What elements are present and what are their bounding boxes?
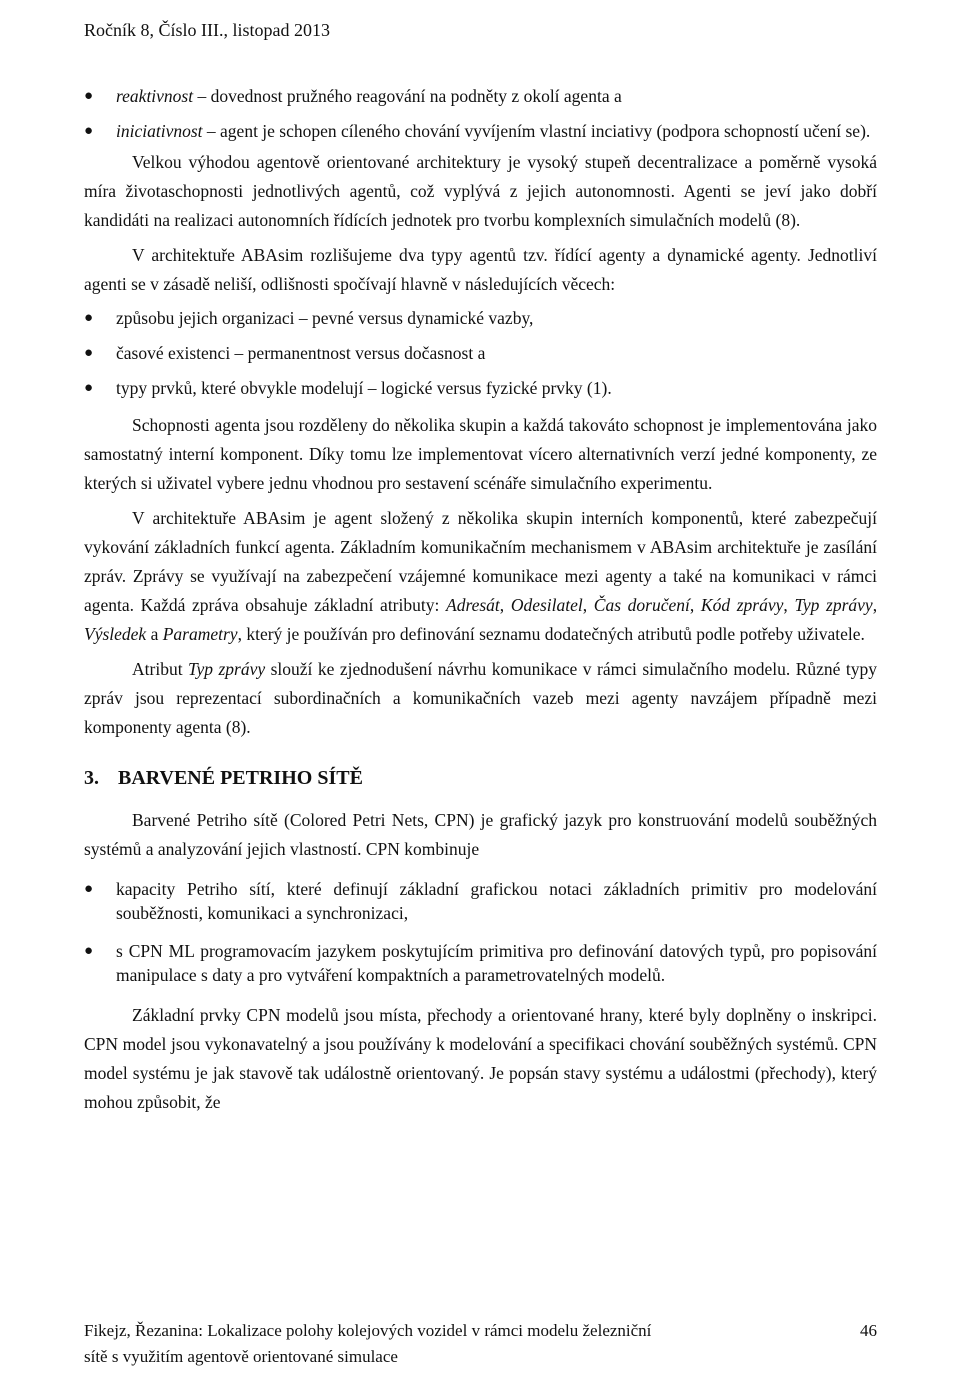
attribute-name: Výsledek [84,623,147,644]
term: iniciativnost [116,121,203,141]
bullet-list-agent-properties [84,84,877,143]
separator: , [582,594,594,615]
list-item [84,939,877,987]
bullet-icon: ● [84,379,94,396]
list-item-text: typy prvků, které obvykle modelují – logické versus fyzické prvky (1). [116,377,612,398]
attribute-name: Typ zprávy [794,594,873,615]
paragraph-text: , který je používán pro definování seznamu dodatečných atributů podle potřeby uživatele. [237,623,865,644]
section-title: BARVENÉ PETRIHO SÍTĚ [118,766,363,789]
paragraph-text: slouží ke zjednodušení návrhu komunikace v rámci simulačního modelu. Různé typy zpráv jsou reprezentací subordinačních a komunikačních vazeb mezi agenty navzájem případně mezi komponenty agenta (8). [84,659,878,737]
section-number: 3. [84,766,99,789]
section-heading [84,764,877,792]
attribute-name: Parametry [162,623,238,644]
attribute-name: Kód zprávy [700,594,784,615]
list-item-text: – agent je schopen cíleného chování vyvíjením vlastní inciativy (podpora schopností učení se). [202,121,871,141]
paragraph: V architektuře ABAsim rozlišujeme dva typy agentů tzv. řídící agenty a dynamické agenty. Jednotliví agenti se v zásadě neliší, odlišnosti spočívají hlavně v následujících věcech: [84,245,877,295]
separator: a [146,623,163,644]
paragraph: Velkou výhodou agentově orientované architektury je vysoký stupeň decentralizace a poměrně vysoká míra životaschopnosti jednotlivých agentů, což vyplývá z jejich autonomnosti. Agenti se jeví jako dobří kandidáti na realizaci autonomních řídících jednotek pro tvorbu komplexních simulačních modelů (8). [84,152,877,230]
attribute-name: Adresát [446,594,500,615]
list-item [84,376,877,400]
paragraph [84,504,877,648]
bullet-icon: ● [84,123,94,139]
attribute-name: Typ zprávy [188,659,266,680]
running-header: Ročník 8, Číslo III., listopad 2013 [84,20,330,40]
list-item [84,119,877,143]
bullet-icon: ● [84,309,94,326]
paragraph: Základní prvky CPN modelů jsou místa, přechody a orientované hrany, které byly doplněny o inskripci. CPN model jsou vykonavatelný a jsou používány k modelování a specifikaci chování souběžných systémů. CPN model systému je jak stavově tak událostně orientovaný. Je popsán stavy systému a událostmi (přechody), který mohou způsobit, že [84,1005,877,1112]
page-footer [84,1318,877,1370]
paragraph: Barvené Petriho sítě (Colored Petri Nets, CPN) je grafický jazyk pro konstruování modelů souběžných systémů a analyzování jejich vlastností. CPN kombinuje [84,809,877,859]
footer-line: sítě s využitím agentově orientované simulace [84,1347,398,1366]
bullet-list-cpn [84,877,877,987]
bullet-icon: ● [84,881,94,898]
paragraph: Schopnosti agenta jsou rozděleny do několika skupin a každá takováto schopnost je implementována jako samostatný interní komponent. Díky tomu lze implementovat vícero alternativních verzí jedné komponenty, ze kterých si uživatel vybere jednu vhodnou pro sestavení scénáře simulačního experimentu. [84,414,877,493]
bullet-list-agent-differences [84,306,877,400]
list-item [84,877,877,925]
list-item [84,84,877,108]
bullet-icon: ● [84,943,94,960]
article-body [84,84,877,1124]
list-item-text: způsobu jejich organizaci – pevné versus dynamické vazby, [116,307,534,328]
list-item-text: s CPN ML programovacím jazykem poskytujícím primitiva pro definování datových typů, pro popisování manipulace s daty a pro vytváření kompaktních a parametrovatelných modelů. [116,941,877,986]
separator: , [783,594,795,615]
attribute-name: Odesilatel [510,594,583,615]
page-number: 46 [860,1321,877,1340]
separator: , [499,594,511,615]
list-item-text: časové existenci – permanentnost versus dočasnost a [116,342,486,363]
list-item [84,341,877,365]
separator: , [872,594,878,615]
footer-line: Fikejz, Řezanina: Lokalizace polohy kolejových vozidel v rámci modelu železniční [84,1321,652,1340]
paragraph-text: Atribut [132,659,189,680]
bullet-icon: ● [84,344,94,361]
bullet-icon: ● [84,88,94,104]
separator: , [689,594,701,615]
list-item [84,306,877,330]
term: reaktivnost [116,86,194,106]
attribute-name: Čas doručení [593,594,690,615]
list-item-text: kapacity Petriho sítí, které definují základní grafickou notaci základních primitiv pro modelování souběžnosti, komunikaci a synchronizaci, [116,879,877,924]
list-item-text: – dovednost pružného reagování na podněty z okolí agenta a [193,86,622,106]
paragraph [84,655,877,741]
paragraph-text: V architektuře ABAsim je agent složený z několika skupin interních komponentů, které zabezpečují vykování základních funkcí agenta. Základním komunikačním mechanismem v ABAsim architektuře je zasílání zpráv. Zprávy se využívají na zabezpečení vzájemné komunikace mezi agenty a také na komunikaci v rámci agenta. Každá zpráva obsahuje základní atributy: [84,508,877,615]
